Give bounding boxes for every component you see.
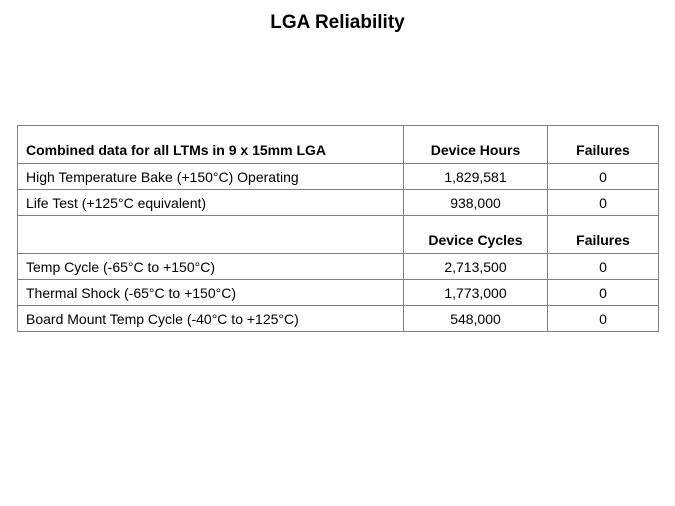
row-description: Thermal Shock (-65°C to +150°C): [18, 280, 404, 306]
row-device-cycles: 1,773,000: [404, 280, 548, 306]
row-device-hours: 938,000: [404, 190, 548, 216]
row-device-cycles: 548,000: [404, 306, 548, 332]
header-description: Combined data for all LTMs in 9 x 15mm LGA: [18, 126, 404, 164]
reliability-table-container: [17, 125, 658, 332]
row-failures: 0: [548, 306, 659, 332]
row-description: Board Mount Temp Cycle (-40°C to +125°C): [18, 306, 404, 332]
subheader-description: [18, 216, 404, 254]
row-description: Life Test (+125°C equivalent): [18, 190, 404, 216]
table-header-row: [18, 126, 659, 164]
row-device-hours: 1,829,581: [404, 164, 548, 190]
reliability-table: [17, 125, 659, 332]
row-failures: 0: [548, 164, 659, 190]
table-row: [18, 164, 659, 190]
row-device-cycles: 2,713,500: [404, 254, 548, 280]
row-description: Temp Cycle (-65°C to +150°C): [18, 254, 404, 280]
header-failures: Failures: [548, 126, 659, 164]
page-title: LGA Reliability: [270, 12, 405, 33]
table-row: [18, 280, 659, 306]
row-description: High Temperature Bake (+150°C) Operating: [18, 164, 404, 190]
table-row: [18, 190, 659, 216]
row-failures: 0: [548, 280, 659, 306]
header-device-hours: Device Hours: [404, 126, 548, 164]
table-row: [18, 254, 659, 280]
header-failures: Failures: [548, 216, 659, 254]
header-device-cycles: Device Cycles: [404, 216, 548, 254]
row-failures: 0: [548, 254, 659, 280]
row-failures: 0: [548, 190, 659, 216]
table-row: [18, 306, 659, 332]
table-subheader-row: [18, 216, 659, 254]
